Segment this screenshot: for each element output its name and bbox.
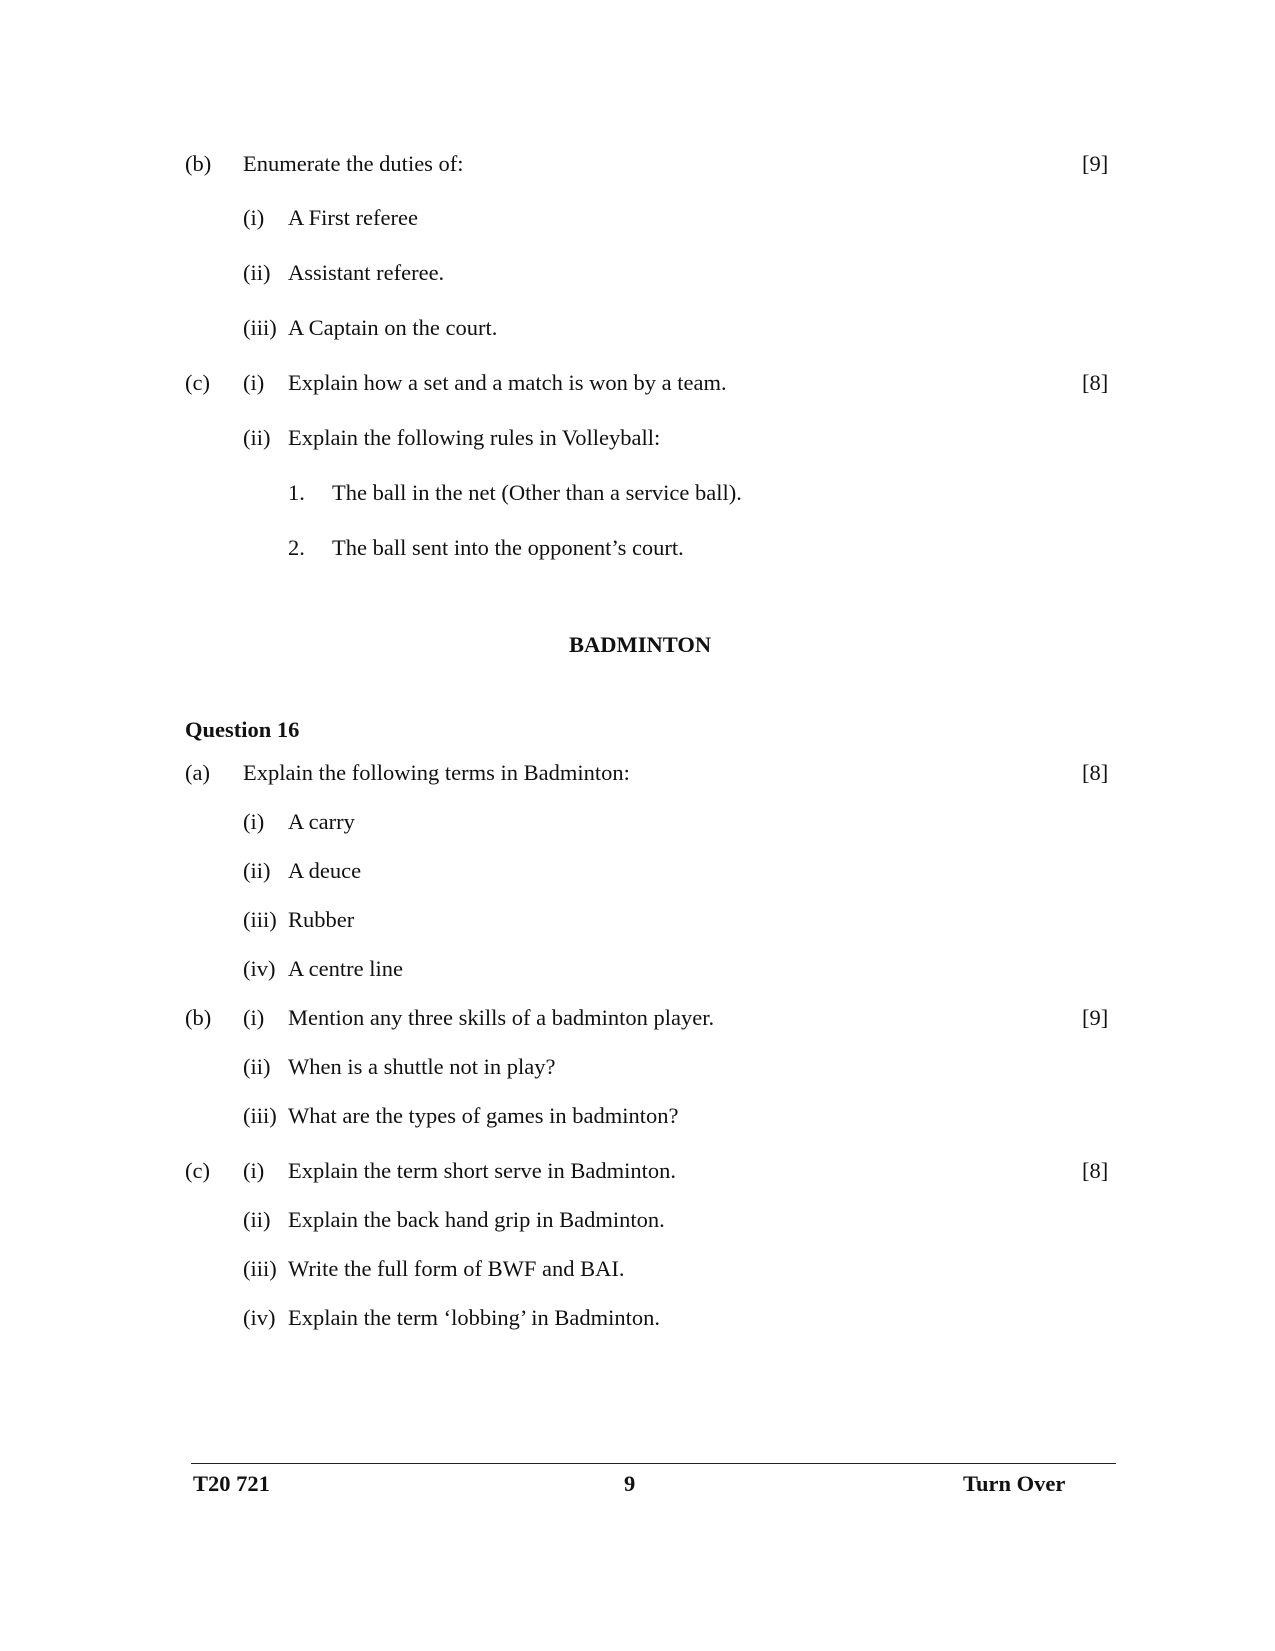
item-text: Assistant referee. xyxy=(288,260,445,285)
marks: [8] xyxy=(1082,1158,1109,1183)
item-number: (ii) xyxy=(243,425,271,450)
item-number: (ii) xyxy=(243,858,271,883)
item-text: Rubber xyxy=(288,907,355,932)
item-text: Explain the term ‘lobbing’ in Badminton. xyxy=(288,1305,661,1330)
part-label: (a) xyxy=(185,760,210,785)
marks: [9] xyxy=(1082,151,1109,176)
page-number: 9 xyxy=(624,1471,636,1496)
marks: [9] xyxy=(1082,1005,1109,1030)
part-label: (b) xyxy=(185,1005,212,1030)
item-text: A centre line xyxy=(288,956,403,981)
item-number: (iii) xyxy=(243,1256,277,1281)
marks: [8] xyxy=(1082,370,1109,395)
paper-code: T20 721 xyxy=(193,1471,270,1496)
marks: [8] xyxy=(1082,760,1109,785)
item-number: (iv) xyxy=(243,1305,276,1330)
item-text: A Captain on the court. xyxy=(288,315,498,340)
item-text: A carry xyxy=(288,809,355,834)
section-heading: BADMINTON xyxy=(569,632,712,657)
subitem-number: 2. xyxy=(288,535,305,560)
question-title: Question 16 xyxy=(185,717,300,742)
item-text: Write the full form of BWF and BAI. xyxy=(288,1256,625,1281)
item-number: (i) xyxy=(243,809,265,834)
footer-rule xyxy=(191,1463,1116,1464)
item-number: (i) xyxy=(243,1005,265,1030)
item-number: (i) xyxy=(243,205,265,230)
item-text: Explain the back hand grip in Badminton. xyxy=(288,1207,665,1232)
question-text: Explain the following terms in Badminton: xyxy=(243,760,630,785)
item-text: When is a shuttle not in play? xyxy=(288,1054,556,1079)
item-number: (i) xyxy=(243,1158,265,1183)
item-text: A First referee xyxy=(288,205,418,230)
item-number: (ii) xyxy=(243,1054,271,1079)
item-text: Explain the term short serve in Badminton. xyxy=(288,1158,677,1183)
item-text: A deuce xyxy=(288,858,362,883)
subitem-text: The ball sent into the opponent’s court. xyxy=(332,535,684,560)
item-number: (ii) xyxy=(243,1207,271,1232)
subitem-number: 1. xyxy=(288,480,305,505)
subitem-text: The ball in the net (Other than a service ball). xyxy=(332,480,742,505)
item-number: (ii) xyxy=(243,260,271,285)
item-number: (iii) xyxy=(243,315,277,340)
item-text: Explain how a set and a match is won by a team. xyxy=(288,370,727,395)
part-label: (c) xyxy=(185,1158,210,1183)
item-number: (iii) xyxy=(243,1103,277,1128)
turn-over: Turn Over xyxy=(963,1471,1066,1496)
item-number: (i) xyxy=(243,370,265,395)
item-text: Mention any three skills of a badminton player. xyxy=(288,1005,715,1030)
item-number: (iii) xyxy=(243,907,277,932)
item-number: (iv) xyxy=(243,956,276,981)
part-label: (b) xyxy=(185,151,212,176)
item-text: Explain the following rules in Volleyball: xyxy=(288,425,661,450)
question-text: Enumerate the duties of: xyxy=(243,151,464,176)
part-label: (c) xyxy=(185,370,210,395)
item-text: What are the types of games in badminton? xyxy=(288,1103,679,1128)
